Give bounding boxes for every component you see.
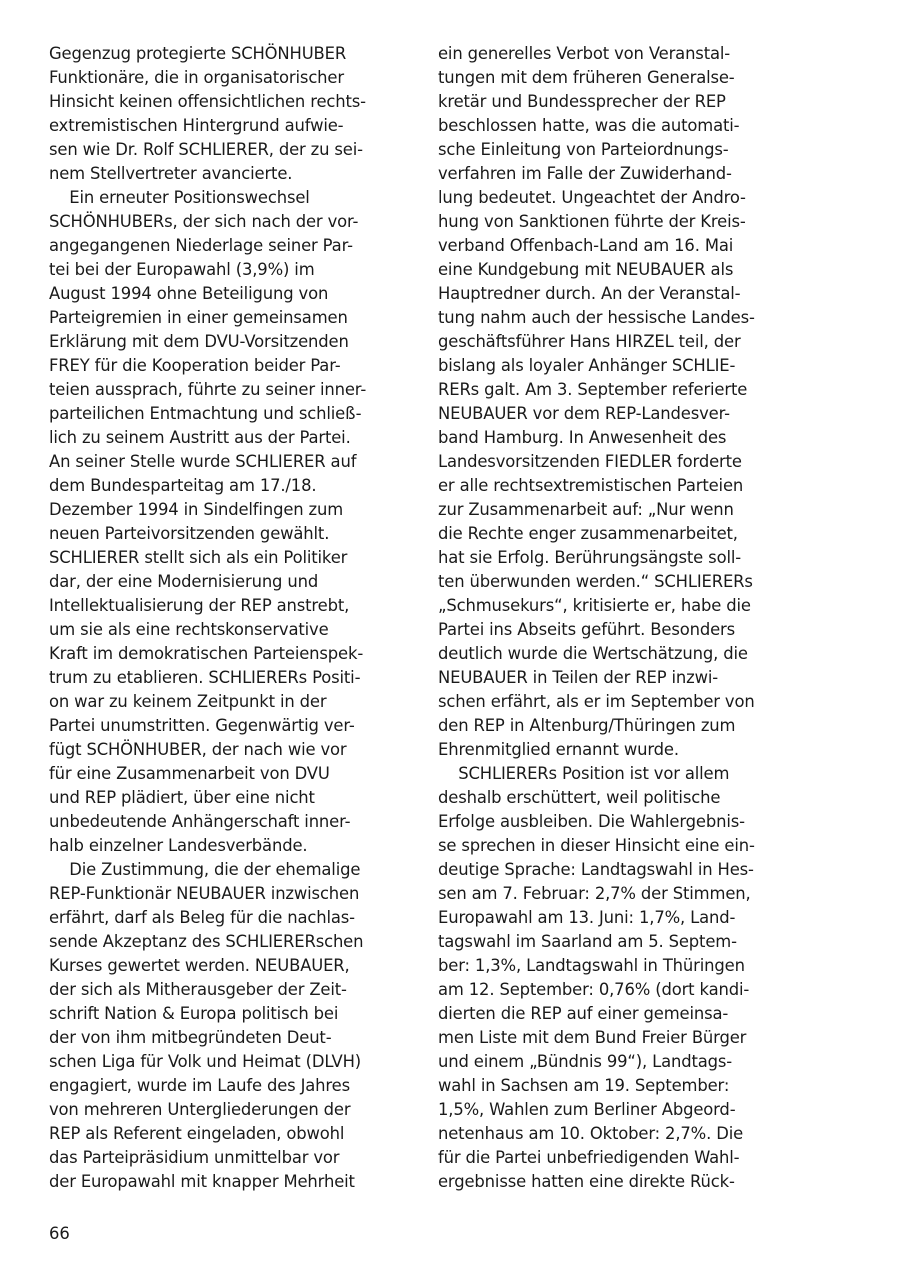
text-line: sche Einleitung von Parteiordnungs- — [438, 140, 729, 159]
text-line: erfährt, darf als Beleg für die nachlas- — [49, 908, 355, 927]
text-line: und REP plädiert, über eine nicht — [49, 788, 315, 807]
text-line: Ein erneuter Positionswechsel — [49, 188, 310, 207]
text-line: NEUBAUER in Teilen der REP inzwi- — [438, 668, 719, 687]
text-line: on war zu keinem Zeitpunkt in der — [49, 692, 327, 711]
text-line: verband Offenbach-Land am 16. Mai — [438, 236, 734, 255]
text-line: ergebnisse hatten eine direkte Rück- — [438, 1172, 735, 1191]
text-line: dierten die REP auf einer gemeinsa- — [438, 1004, 729, 1023]
text-line: für eine Zusammenarbeit von DVU — [49, 764, 330, 783]
text-line: und einem „Bündnis 99“), Landtags- — [438, 1052, 733, 1071]
text-line: deutlich wurde die Wertschätzung, die — [438, 644, 748, 663]
text-line: Erklärung mit dem DVU-Vorsitzenden — [49, 332, 349, 351]
text-line: Partei unumstritten. Gegenwärtig ver- — [49, 716, 355, 735]
text-line: wahl in Sachsen am 19. September: — [438, 1076, 730, 1095]
text-line: SCHÖNHUBERs, der sich nach der vor- — [49, 212, 359, 231]
text-line: lung bedeutet. Ungeachtet der Andro- — [438, 188, 746, 207]
text-line: Ehrenmitglied ernannt wurde. — [438, 740, 679, 759]
text-line: die Rechte enger zusammenarbeitet, — [438, 524, 738, 543]
text-line: An seiner Stelle wurde SCHLIERER auf — [49, 452, 357, 471]
text-line: Parteigremien in einer gemeinsamen — [49, 308, 348, 327]
text-line: für die Partei unbefriedigenden Wahl- — [438, 1148, 740, 1167]
text-line: deutige Sprache: Landtagswahl in Hes- — [438, 860, 754, 879]
text-line: dar, der eine Modernisierung und — [49, 572, 319, 591]
text-line: kretär und Bundessprecher der REP — [438, 92, 726, 111]
text-line: den REP in Altenburg/Thüringen zum — [438, 716, 736, 735]
text-line: ein generelles Verbot von Veranstal- — [438, 44, 731, 63]
text-line: deshalb erschüttert, weil politische — [438, 788, 721, 807]
text-line: extremistischen Hintergrund aufwie- — [49, 116, 344, 135]
page-number: 66 — [49, 1224, 70, 1243]
text-line: beschlossen hatte, was die automati- — [438, 116, 740, 135]
text-line: Hauptredner durch. An der Veranstal- — [438, 284, 741, 303]
text-line: engagiert, wurde im Laufe des Jahres — [49, 1076, 350, 1095]
left-text-column — [49, 42, 409, 1194]
text-line: band Hamburg. In Anwesenheit des — [438, 428, 727, 447]
text-line: ber: 1,3%, Landtagswahl in Thüringen — [438, 956, 745, 975]
text-line: nem Stellvertreter avancierte. — [49, 164, 293, 183]
text-line: fügt SCHÖNHUBER, der nach wie vor — [49, 740, 347, 759]
text-line: tei bei der Europawahl (3,9%) im — [49, 260, 315, 279]
text-line: von mehreren Untergliederungen der — [49, 1100, 351, 1119]
text-line: lich zu seinem Austritt aus der Partei. — [49, 428, 351, 447]
text-line: der sich als Mitherausgeber der Zeit- — [49, 980, 347, 999]
text-line: RERs galt. Am 3. September referierte — [438, 380, 748, 399]
text-line: hung von Sanktionen führte der Kreis- — [438, 212, 746, 231]
text-line: August 1994 ohne Beteiligung von — [49, 284, 329, 303]
text-line: geschäftsführer Hans HIRZEL teil, der — [438, 332, 741, 351]
text-line: Kurses gewertet werden. NEUBAUER, — [49, 956, 350, 975]
text-line: men Liste mit dem Bund Freier Bürger — [438, 1028, 747, 1047]
text-line: hat sie Erfolg. Berührungsängste soll- — [438, 548, 742, 567]
text-line: ten überwunden werden.“ SCHLIERERs — [438, 572, 753, 591]
text-line: FREY für die Kooperation beider Par- — [49, 356, 341, 375]
text-line: unbedeutende Anhängerschaft inner- — [49, 812, 351, 831]
text-line: Dezember 1994 in Sindelfingen zum — [49, 500, 344, 519]
text-line: REP-Funktionär NEUBAUER inzwischen — [49, 884, 360, 903]
right-text-column — [438, 42, 798, 1194]
text-line: Intellektualisierung der REP anstrebt, — [49, 596, 350, 615]
text-line: bislang als loyaler Anhänger SCHLIE- — [438, 356, 736, 375]
text-line: Kraft im demokratischen Parteienspek- — [49, 644, 364, 663]
text-line: parteilichen Entmachtung und schließ- — [49, 404, 362, 423]
text-line: der von ihm mitbegründeten Deut- — [49, 1028, 332, 1047]
text-line: tungen mit dem früheren Generalse- — [438, 68, 735, 87]
text-line: schrift Nation & Europa politisch bei — [49, 1004, 339, 1023]
text-line: NEUBAUER vor dem REP-Landesver- — [438, 404, 730, 423]
text-line: Partei ins Abseits geführt. Besonders — [438, 620, 735, 639]
text-line: 1,5%, Wahlen zum Berliner Abgeord- — [438, 1100, 736, 1119]
text-line: SCHLIERER stellt sich als ein Politiker — [49, 548, 348, 567]
text-line: das Parteipräsidium unmittelbar vor — [49, 1148, 340, 1167]
text-line: Gegenzug protegierte SCHÖNHUBER — [49, 44, 347, 63]
text-line: se sprechen in dieser Hinsicht eine ein- — [438, 836, 755, 855]
text-line: schen erfährt, als er im September von — [438, 692, 755, 711]
text-line: um sie als eine rechtskonservative — [49, 620, 329, 639]
text-line: trum zu etablieren. SCHLIERERs Positi- — [49, 668, 361, 687]
text-line: sende Akzeptanz des SCHLIERERschen — [49, 932, 364, 951]
text-line: eine Kundgebung mit NEUBAUER als — [438, 260, 734, 279]
text-line: er alle rechtsextremistischen Parteien — [438, 476, 744, 495]
text-line: schen Liga für Volk und Heimat (DLVH) — [49, 1052, 362, 1071]
text-line: Funktionäre, die in organisatorischer — [49, 68, 344, 87]
text-line: Die Zustimmung, die der ehemalige — [49, 860, 361, 879]
text-line: „Schmusekurs“, kritisierte er, habe die — [438, 596, 751, 615]
text-line: angegangenen Niederlage seiner Par- — [49, 236, 353, 255]
text-line: REP als Referent eingeladen, obwohl — [49, 1124, 345, 1143]
text-line: SCHLIERERs Position ist vor allem — [438, 764, 730, 783]
text-line: sen am 7. Februar: 2,7% der Stimmen, — [438, 884, 751, 903]
text-line: dem Bundesparteitag am 17./18. — [49, 476, 317, 495]
text-line: tung nahm auch der hessische Landes- — [438, 308, 755, 327]
text-line: zur Zusammenarbeit auf: „Nur wenn — [438, 500, 734, 519]
text-line: tagswahl im Saarland am 5. Septem- — [438, 932, 737, 951]
text-line: Europawahl am 13. Juni: 1,7%, Land- — [438, 908, 736, 927]
text-line: der Europawahl mit knapper Mehrheit — [49, 1172, 355, 1191]
text-line: sen wie Dr. Rolf SCHLIERER, der zu sei- — [49, 140, 363, 159]
text-line: Landesvorsitzenden FIEDLER forderte — [438, 452, 742, 471]
text-line: neuen Parteivorsitzenden gewählt. — [49, 524, 330, 543]
text-line: am 12. September: 0,76% (dort kandi- — [438, 980, 750, 999]
text-line: netenhaus am 10. Oktober: 2,7%. Die — [438, 1124, 744, 1143]
text-line: halb einzelner Landesverbände. — [49, 836, 308, 855]
text-line: Hinsicht keinen offensichtlichen rechts- — [49, 92, 366, 111]
text-line: verfahren im Falle der Zuwiderhand- — [438, 164, 732, 183]
text-line: Erfolge ausbleiben. Die Wahlergebnis- — [438, 812, 745, 831]
text-line: teien aussprach, führte zu seiner inner- — [49, 380, 367, 399]
